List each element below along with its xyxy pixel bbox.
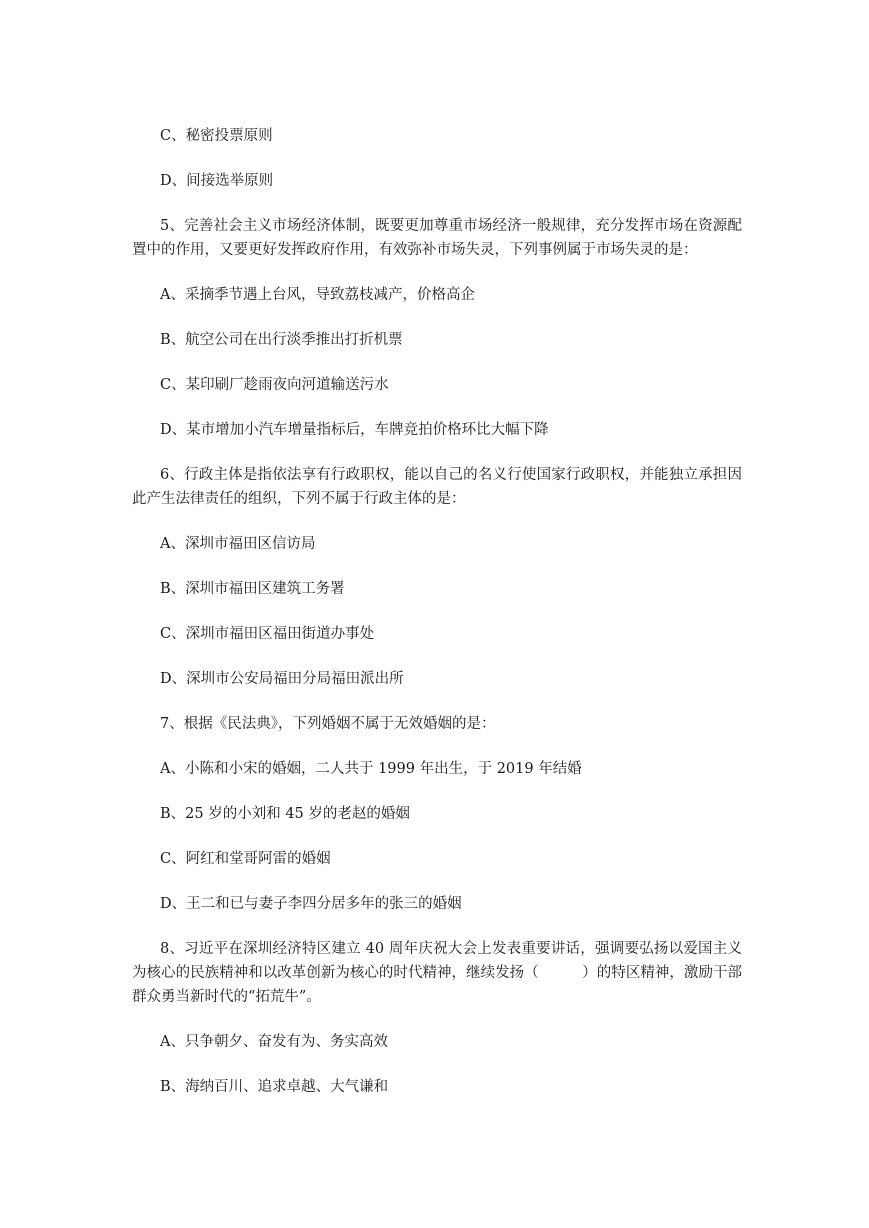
question-stem: 5、完善社会主义市场经济体制，既要更加尊重市场经济一般规律，充分发挥市场在资源配置中的作用，又要更好发挥政府作用，有效弥补市场失灵，下列事例属于市场失灵的是：	[132, 218, 742, 258]
question-stem: 7、根据《民法典》，下列婚姻不属于无效婚姻的是：	[160, 716, 496, 732]
answer-option: A、只争朝夕、奋发有为、务实高效	[160, 1034, 388, 1050]
answer-option: A、小陈和小宋的婚姻，二人共于 1999 年出生，于 2019 年结婚	[160, 761, 582, 777]
answer-option: B、航空公司在出行淡季推出打折机票	[160, 332, 403, 348]
answer-option: B、25 岁的小刘和 45 岁的老赵的婚姻	[160, 806, 410, 822]
document-body	[132, 124, 742, 1120]
answer-option: D、王二和已与妻子李四分居多年的张三的婚姻	[160, 896, 462, 912]
answer-option: C、秘密投票原则	[160, 128, 273, 144]
question-stem: 8、习近平在深圳经济特区建立 40 周年庆祝大会上发表重要讲话，强调要弘扬以爱国主义为核心的民族精神和以改革创新为核心的时代精神，继续发扬（ ）的特区精神，激励干部群众勇当新时代的“拓荒牛”。	[132, 941, 742, 1005]
answer-option: A、采摘季节遇上台风，导致荔枝减产，价格高企	[160, 287, 475, 303]
answer-option: C、深圳市福田区福田街道办事处	[160, 626, 375, 642]
answer-option: D、间接选举原则	[160, 173, 274, 189]
answer-option: D、某市增加小汽车增量指标后，车牌竞拍价格环比大幅下降	[160, 422, 549, 438]
answer-option: C、某印刷厂趁雨夜向河道输送污水	[160, 377, 389, 393]
question-stem: 6、行政主体是指依法享有行政职权，能以自己的名义行使国家行政职权，并能独立承担因此产生法律责任的组织，下列不属于行政主体的是：	[132, 467, 742, 507]
answer-option: B、海纳百川、追求卓越、大气谦和	[160, 1079, 389, 1095]
answer-option: B、深圳市福田区建筑工务署	[160, 581, 345, 597]
answer-option: A、深圳市福田区信访局	[160, 536, 316, 552]
answer-option: D、深圳市公安局福田分局福田派出所	[160, 671, 404, 687]
answer-option: C、阿红和堂哥阿雷的婚姻	[160, 851, 331, 867]
